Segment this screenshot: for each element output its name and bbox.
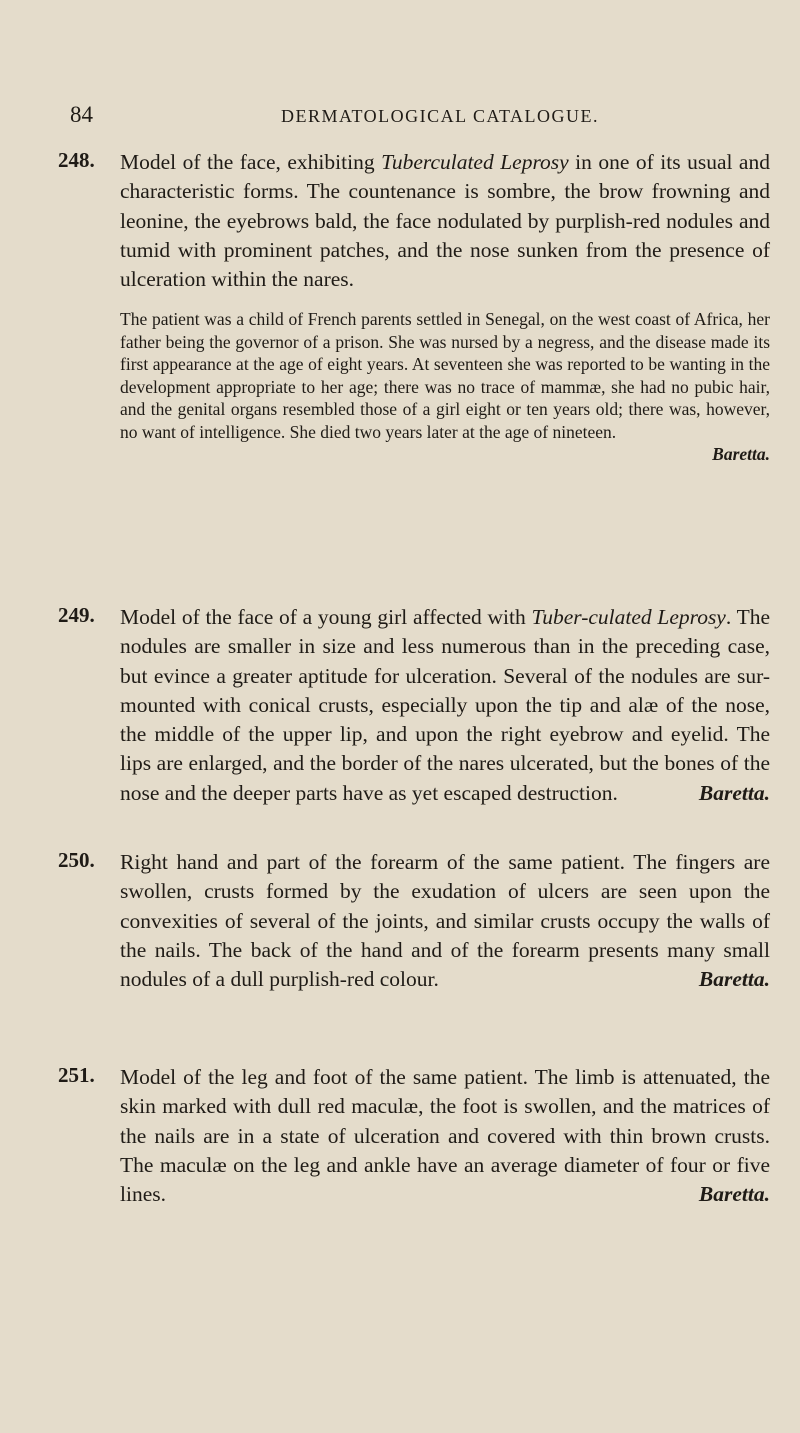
- disease-name: Tuberculated Leprosy: [381, 150, 569, 174]
- entry-description: Model of the face of a young girl affected with Tuber-culated Leprosy. The nodules are smaller in size and less numerous than in the preceding case, but evince a greater aptitude for ulceration. Several of the nodules are sur-mounted with conical crusts, especially upon the tip and alæ of the nose, the middle of the upper lip, and upon the right eyebrow and eyelid. The lips are enlarged, and the border of the nares ulcerated, but the bones of the nose and the deeper parts have as yet escaped destruction. Baretta.: [120, 603, 770, 808]
- catalogue-entry-251: [58, 1063, 770, 1209]
- entry-description: Model of the leg and foot of the same patient. The limb is attenuated, the skin marked with dull red maculæ, the foot is swollen, and the matrices of the nails are in a state of ulceration and covered with thin brown crusts. The maculæ on the leg and ankle have an average diameter of four or five lines. Baretta.: [120, 1063, 770, 1209]
- running-head: [70, 102, 780, 136]
- entry-description: Model of the face, exhibiting Tuberculated Leprosy in one of its usual and characteristic forms. The countenance is sombre, the brow frowning and leonine, the eyebrows bald, the face nodulated by purplish-red nodules and tumid with prominent patches, and the nose sunken from the presence of ulceration within the nares.: [120, 150, 770, 292]
- catalogue-entry-249: [58, 603, 770, 808]
- catalogue-entry-250: [58, 848, 770, 994]
- entry-number: 248.: [58, 148, 95, 172]
- entry-number: 251.: [58, 1063, 95, 1087]
- author-signature: Baretta.: [698, 967, 770, 992]
- catalogue-entry-248: [58, 148, 770, 465]
- entry-description: Right hand and part of the forearm of the same patient. The fingers are swollen, crusts formed by the exudation of ulcers are seen upon the convexities of several of the joints, and similar crusts occupy the walls of the nails. The back of the hand and of the forearm presents many small nodules of a dull purplish-red colour. Baretta.: [120, 848, 770, 994]
- case-note: The patient was a child of French parents settled in Senegal, on the west coast of Africa, her father being the governor of a prison. She was nursed by a negress, and the disease made its first appearance at the age of eight years. At seventeen she was reported to be wanting in the development appropriate to her age; there was no trace of mammæ, she had no pubic hair, and the genital organs resembled those of a girl eight or ten years old; there was, however, no want of intelligence. She died two years later at the age of nineteen. Baretta.: [120, 309, 770, 464]
- author-signature: Baretta.: [698, 1182, 770, 1207]
- entry-number: 250.: [58, 848, 95, 872]
- entry-number: 249.: [58, 603, 95, 627]
- page-number: 84: [70, 102, 93, 127]
- running-head-title: DERMATOLOGICAL CATALOGUE.: [280, 106, 600, 126]
- author-signature: Baretta.: [698, 780, 770, 805]
- disease-name: Tuber-culated Leprosy: [531, 605, 726, 629]
- author-signature: Baretta.: [712, 443, 770, 464]
